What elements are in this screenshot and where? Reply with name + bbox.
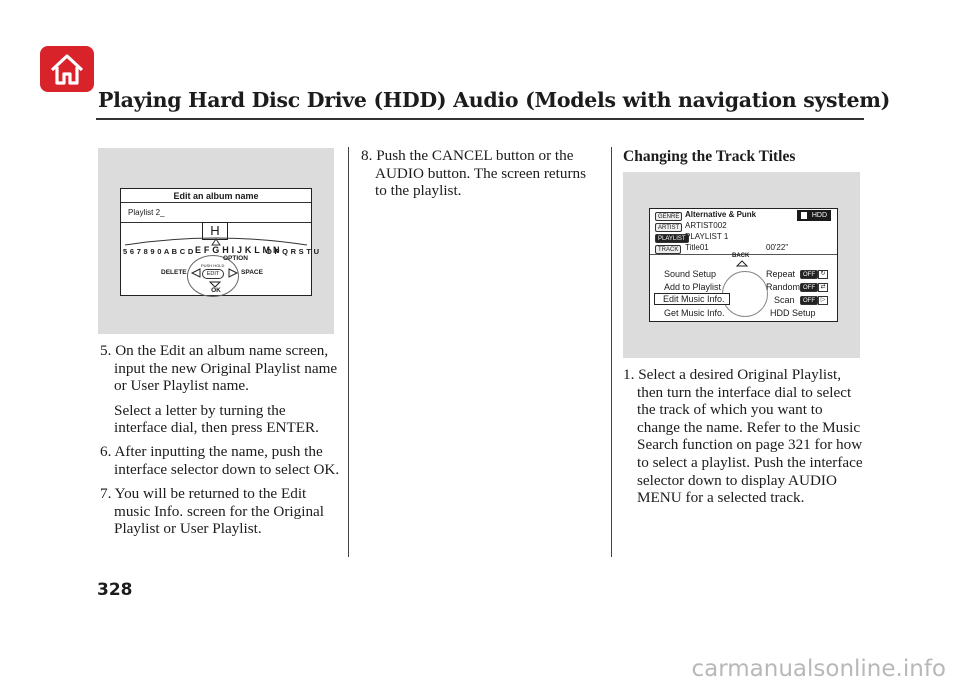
- figure-edit-album-name: [98, 148, 334, 334]
- random-off-badge: OFF: [800, 283, 818, 292]
- ok-button[interactable]: OK: [211, 287, 221, 294]
- step-1: 1. Select a desired Original Playlist, then turn the interface dial to select the track of which you want to change the name. Refer to the Music Search function on page 321 for how to select a playlist. Push the interface selector down to display AUDIO MENU for a selected track.: [623, 366, 863, 507]
- step-5-detail: Select a letter by turning the interface dial, then press ENTER.: [114, 401, 319, 437]
- scan-off-badge: OFF: [800, 296, 818, 305]
- column3-text: [623, 366, 865, 514]
- watermark: carmanualsonline.info: [691, 656, 946, 682]
- column-divider-2: [611, 147, 612, 557]
- selected-letter: H: [202, 222, 228, 240]
- letter-list-left[interactable]: 5 6 7 8 9 0 A B C D: [123, 247, 194, 256]
- step-7: 7. You will be returned to the Edit music Info. screen for the Original Playlist or User Playlist.: [100, 485, 325, 538]
- menu-repeat[interactable]: Repeat: [766, 269, 796, 279]
- column2-text: [361, 147, 601, 207]
- artist-value: ARTIST002: [685, 221, 727, 230]
- edit-button[interactable]: EDIT: [202, 269, 224, 279]
- menu-sound-setup[interactable]: Sound Setup: [664, 269, 717, 279]
- hdd-badge: [797, 210, 831, 221]
- option-button[interactable]: OPTION: [223, 255, 248, 262]
- space-button[interactable]: SPACE: [241, 269, 263, 276]
- audio-menu-screen: [649, 208, 838, 322]
- column-divider-1: [348, 147, 349, 557]
- push-hold-label: PUSH HOLD: [201, 263, 225, 268]
- screen-title: Edit an album name: [173, 191, 259, 201]
- title-divider: [121, 202, 311, 203]
- track-tag: TRACK: [655, 245, 681, 254]
- repeat-off-badge: OFF: [800, 270, 818, 279]
- track-value: Title01: [685, 243, 709, 252]
- arrow-left-icon: [191, 268, 201, 278]
- section-heading: Changing the Track Titles: [623, 148, 796, 165]
- playlist-value: PLAYLIST 1: [685, 232, 729, 241]
- arrow-right-icon: [228, 268, 238, 278]
- figure-audio-menu: [623, 172, 860, 358]
- back-button[interactable]: BACK: [732, 253, 750, 259]
- menu-add-to-playlist[interactable]: Add to Playlist: [664, 282, 722, 292]
- genre-value: Alternative & Punk: [685, 210, 757, 219]
- menu-hdd-setup[interactable]: HDD Setup: [770, 308, 816, 318]
- name-input[interactable]: Playlist 2_: [128, 208, 165, 217]
- menu-random[interactable]: Random: [766, 282, 801, 292]
- hdd-label: HDD: [811, 212, 827, 219]
- track-time: 00'22": [766, 243, 789, 252]
- delete-button[interactable]: DELETE: [161, 269, 187, 276]
- random-icon: ⇄: [818, 283, 828, 292]
- home-icon: [48, 50, 86, 88]
- artist-tag: ARTIST: [655, 223, 682, 232]
- menu-scan[interactable]: Scan: [774, 295, 795, 305]
- page-number: 328: [97, 580, 133, 600]
- page-title: Playing Hard Disc Drive (HDD) Audio (Models with navigation system): [98, 88, 890, 112]
- repeat-icon: ↻: [818, 270, 828, 279]
- step-8: 8. Push the CANCEL button or the AUDIO button. The screen returns to the playlist.: [361, 147, 587, 200]
- step-6: 6. After inputting the name, push the interface selector down to select OK.: [100, 442, 340, 478]
- letter-list-highlight[interactable]: E F G H I J K L M N: [195, 245, 280, 255]
- scan-icon: ▷: [818, 296, 828, 305]
- header-rule: [96, 118, 864, 120]
- hdd-icon: [801, 212, 807, 219]
- menu-get-music-info[interactable]: Get Music Info.: [664, 308, 725, 318]
- edit-album-screen: [120, 188, 320, 296]
- home-button[interactable]: [40, 46, 94, 92]
- letter-list-right[interactable]: O P Q R S T U: [266, 247, 320, 256]
- menu-edit-music-info[interactable]: Edit Music Info.: [654, 293, 730, 305]
- playlist-tag: PLAYLIST: [655, 234, 689, 243]
- step-5: 5. On the Edit an album name screen, input the new Original Playlist name or User Playlist name.: [100, 342, 338, 395]
- genre-tag: GENRE: [655, 212, 682, 221]
- column1-text: [100, 342, 340, 545]
- arrow-up-icon: [736, 260, 748, 267]
